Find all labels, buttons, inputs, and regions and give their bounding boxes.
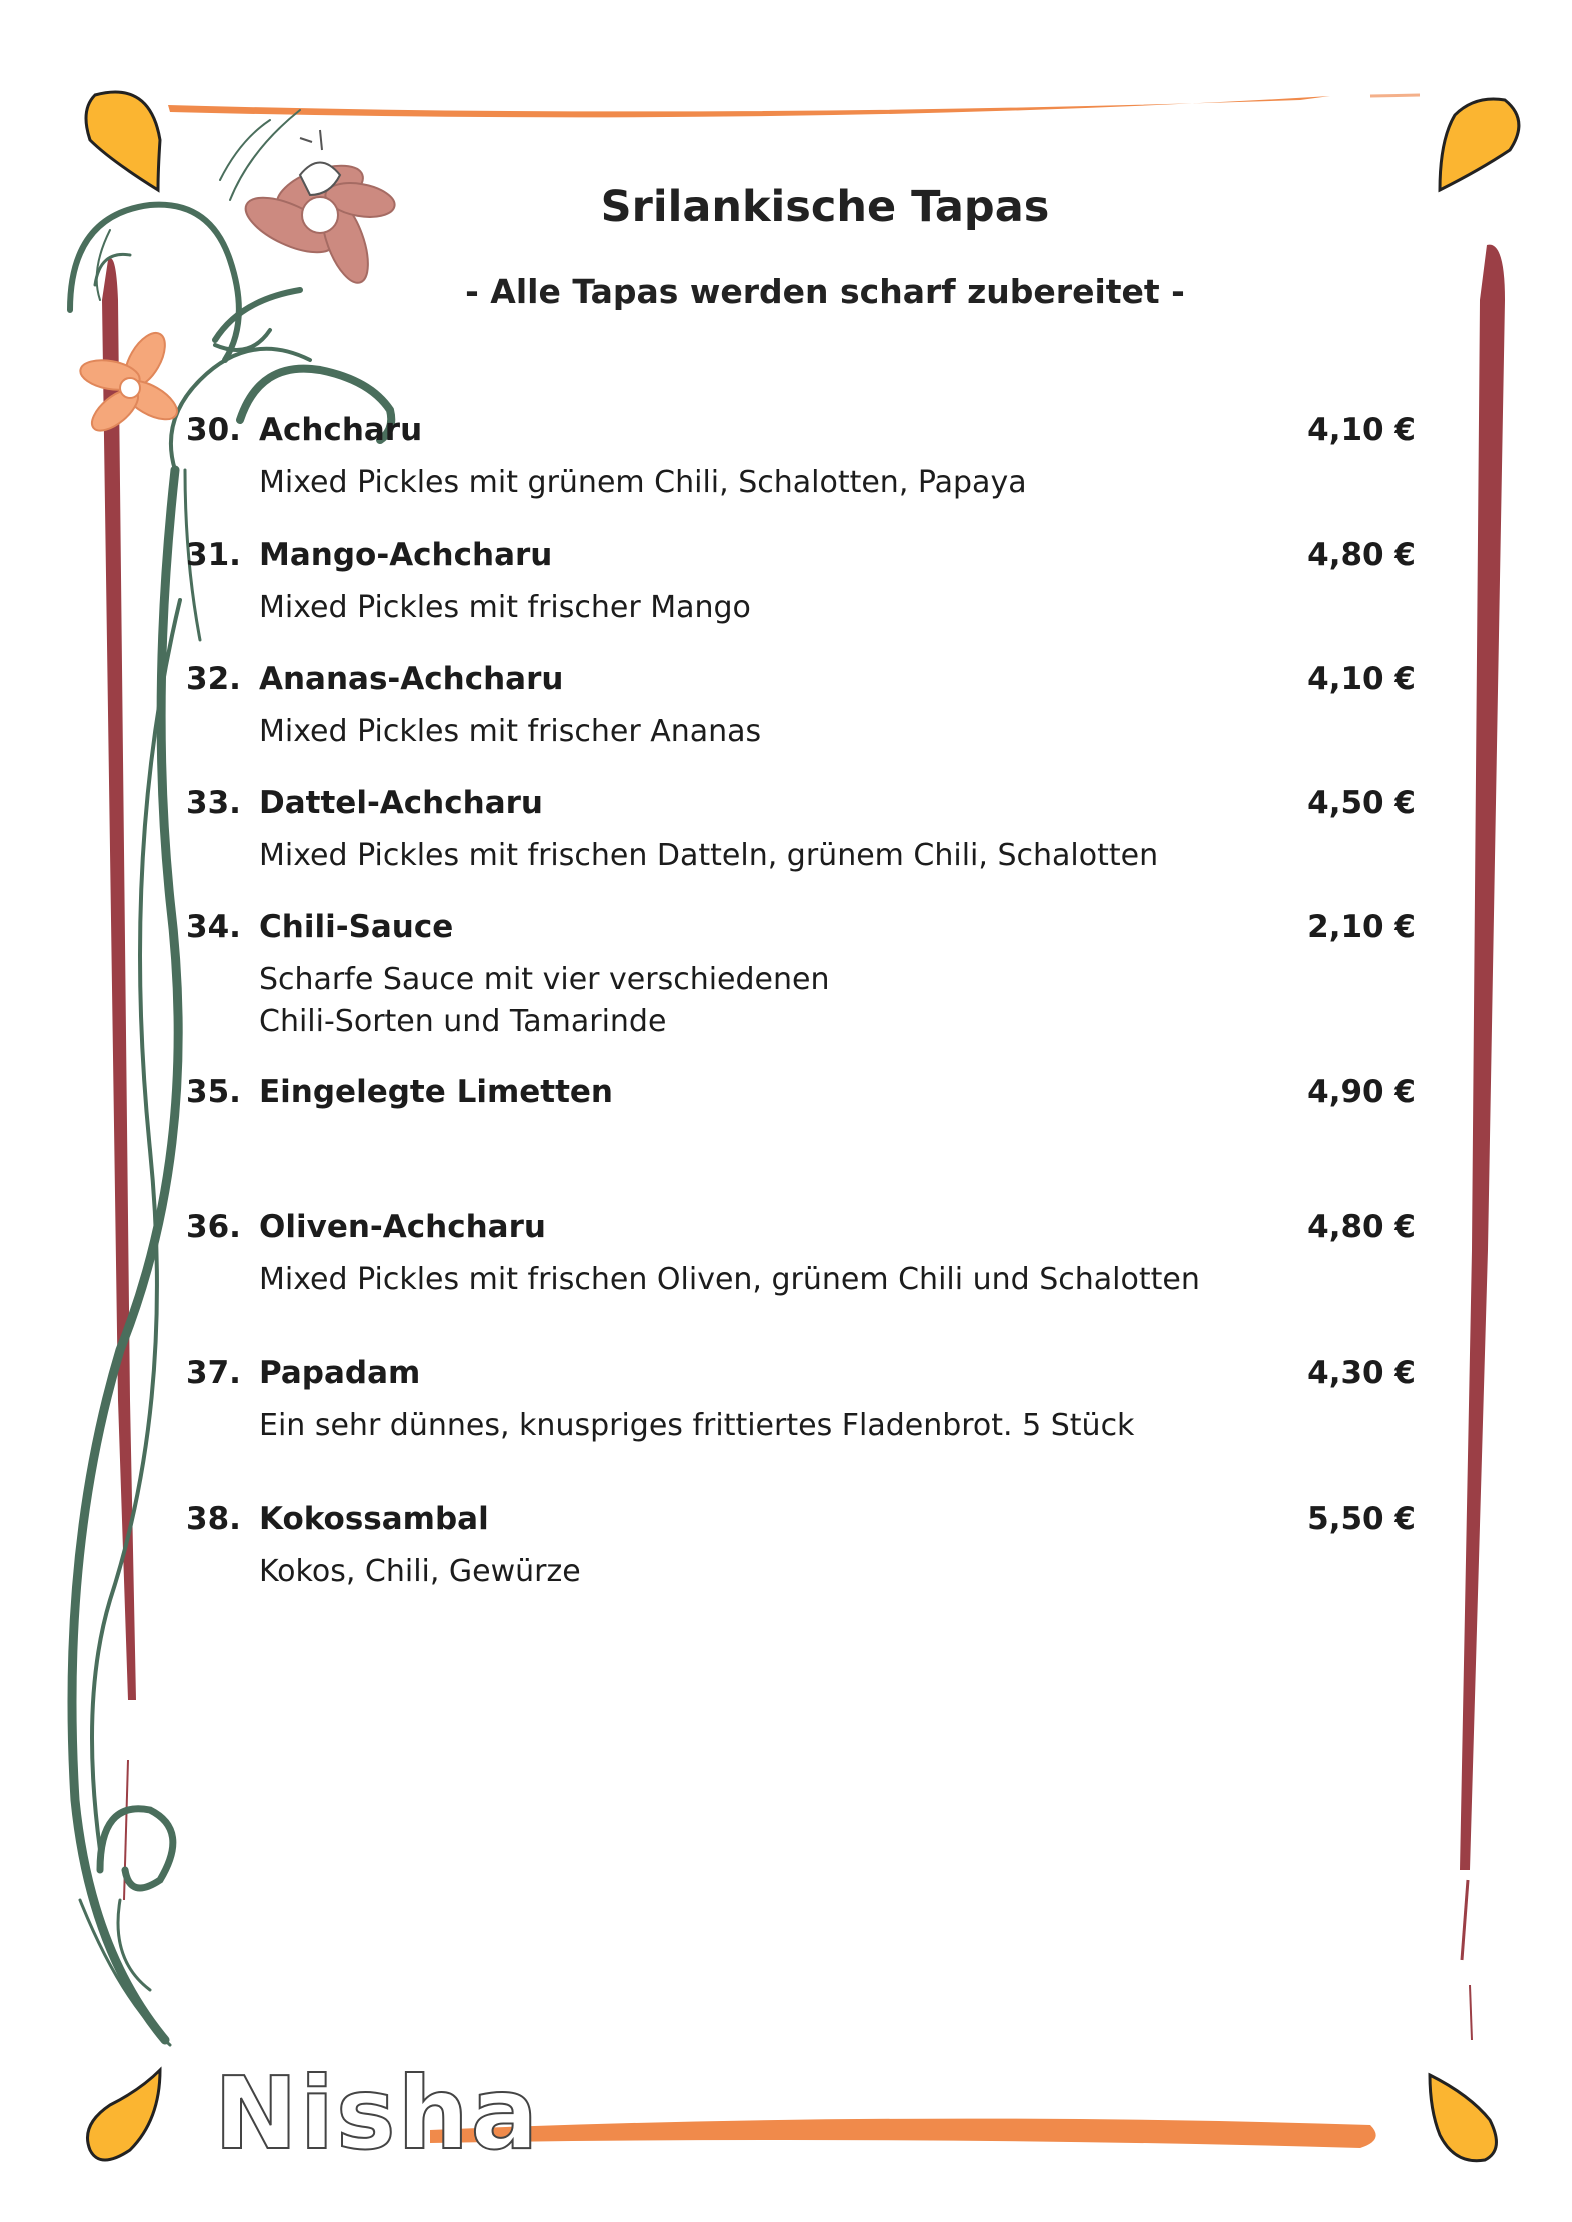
description-line: Ein sehr dünnes, knuspriges frittiertes Fladenbrot. 5 Stück — [259, 1408, 1135, 1443]
menu-item-name: Mango-Achcharu — [259, 537, 553, 573]
menu-item-number: 37. — [186, 1355, 241, 1391]
menu-item-number: 38. — [186, 1501, 241, 1537]
menu-item-number: 33. — [186, 785, 241, 821]
menu-item-price: 2,10 € — [1307, 909, 1416, 945]
menu-item-name: Oliven-Achcharu — [259, 1209, 546, 1245]
brand-logo-text: Nisha — [214, 2055, 541, 2172]
description-line: Chili-Sorten und Tamarinde — [259, 1004, 667, 1039]
menu-item-number: 30. — [186, 412, 241, 448]
description-line: Scharfe Sauce mit vier verschiedenen — [259, 962, 830, 997]
menu-item-description — [259, 1259, 1200, 1301]
description-line: Mixed Pickles mit frischer Mango — [259, 590, 751, 625]
left-maroon-brush-stroke — [102, 258, 136, 1700]
menu-item-description — [259, 711, 761, 753]
menu-item-number: 35. — [186, 1074, 241, 1110]
menu-item-name: Kokossambal — [259, 1501, 489, 1537]
menu-item-description — [259, 959, 829, 1043]
menu-item-description — [259, 462, 1027, 504]
page-title: Srilankische Tapas — [600, 182, 1050, 232]
menu-item-name: Dattel-Achcharu — [259, 785, 543, 821]
description-line: Kokos, Chili, Gewürze — [259, 1554, 581, 1589]
description-line: Mixed Pickles mit frischen Datteln, grünem Chili, Schalotten — [259, 838, 1159, 873]
description-line: Mixed Pickles mit frischen Oliven, grünem Chili und Schalotten — [259, 1262, 1200, 1297]
menu-item-name: Achcharu — [259, 412, 423, 448]
menu-item-number: 34. — [186, 909, 241, 945]
menu-item-number: 36. — [186, 1209, 241, 1245]
bottom-orange-brush-stroke — [430, 2119, 1376, 2148]
top-right-leaf-icon — [1440, 99, 1519, 190]
menu-item-price: 4,10 € — [1307, 412, 1416, 448]
menu-item-name: Chili-Sauce — [259, 909, 454, 945]
right-maroon-brush-stroke — [1460, 245, 1505, 1870]
menu-item-description — [259, 835, 1158, 877]
bottom-left-leaf-icon — [88, 2070, 161, 2160]
menu-item-number: 31. — [186, 537, 241, 573]
peach-flower-ornament — [78, 327, 183, 438]
menu-item-name: Papadam — [259, 1355, 421, 1391]
description-line: Mixed Pickles mit frischer Ananas — [259, 714, 762, 749]
menu-item-description — [259, 1551, 581, 1593]
top-orange-brush-stroke — [168, 96, 1330, 117]
menu-item-price: 4,50 € — [1307, 785, 1416, 821]
menu-item-price: 4,80 € — [1307, 537, 1416, 573]
menu-item-price: 4,80 € — [1307, 1209, 1416, 1245]
menu-item-name: Eingelegte Limetten — [259, 1074, 614, 1110]
menu-item-description — [259, 1405, 1134, 1447]
menu-item-price: 4,90 € — [1307, 1074, 1416, 1110]
menu-item-price: 5,50 € — [1307, 1501, 1416, 1537]
menu-item-price: 4,30 € — [1307, 1355, 1416, 1391]
menu-item-description — [259, 587, 751, 629]
menu-item-price: 4,10 € — [1307, 661, 1416, 697]
description-line: Mixed Pickles mit grünem Chili, Schalotten, Papaya — [259, 465, 1027, 500]
page-subtitle: - Alle Tapas werden scharf zubereitet - — [465, 272, 1185, 311]
top-left-leaf-icon — [86, 92, 160, 190]
bottom-right-leaf-icon — [1430, 2075, 1496, 2161]
menu-item-name: Ananas-Achcharu — [259, 661, 564, 697]
menu-item-number: 32. — [186, 661, 241, 697]
